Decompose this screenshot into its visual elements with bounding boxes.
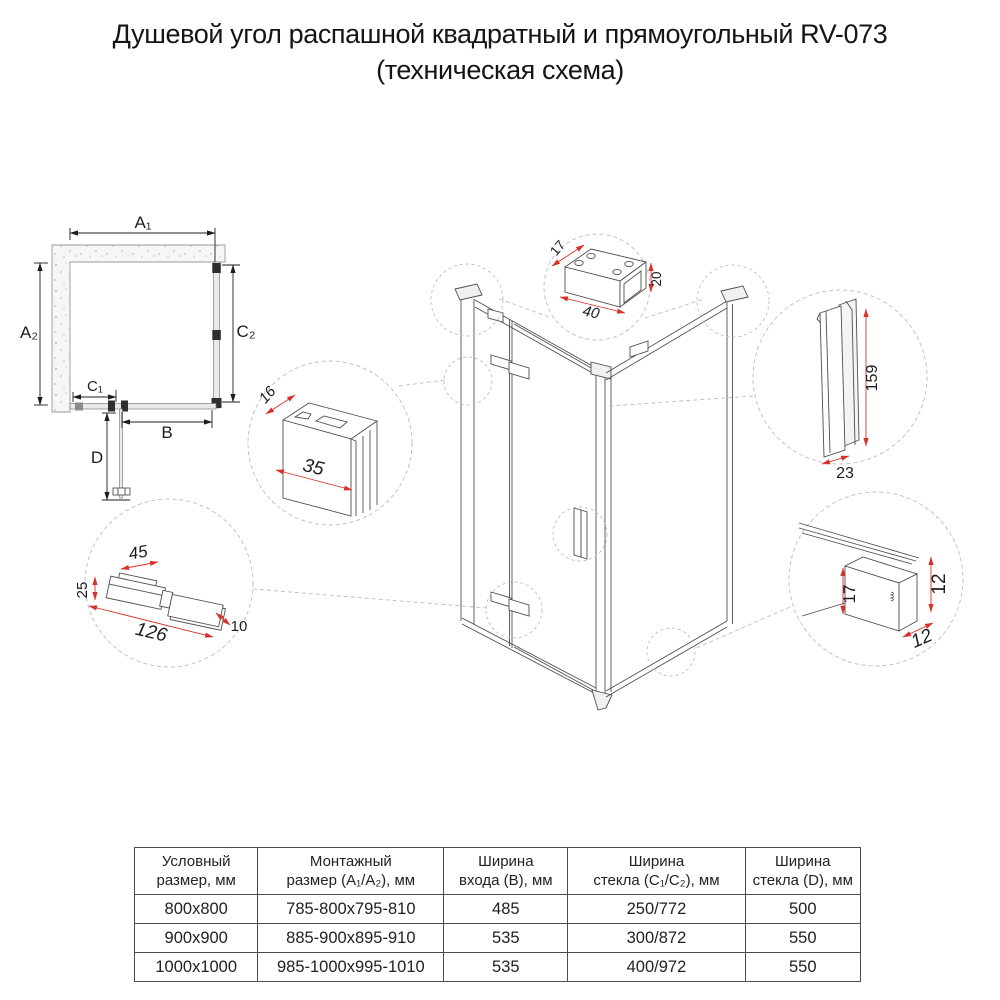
cell: 800x800	[135, 895, 258, 924]
cell: 900x900	[135, 924, 258, 953]
cell: 500	[745, 895, 860, 924]
detail-wall-profile	[248, 361, 412, 525]
plan-glass-bottom	[70, 404, 216, 410]
dim-c2: C₂	[236, 322, 256, 341]
table-row	[135, 924, 861, 953]
iso-hinge-bottom	[491, 592, 529, 616]
cell: 300/872	[568, 924, 745, 953]
hinge-thickness: 10	[230, 618, 248, 635]
col-header-nominal-size: Условный размер, мм	[135, 848, 258, 895]
bottom-profile-depth: 12	[907, 625, 936, 653]
hinge-height: 25	[74, 581, 91, 599]
detail-bottom-profile	[789, 492, 963, 666]
pivot-profile-depth: 23	[836, 465, 854, 482]
plan-wall	[52, 245, 225, 412]
dim-a1: A₁	[134, 213, 152, 232]
dim-b: B	[161, 423, 173, 442]
table-row	[135, 895, 861, 924]
bottom-profile-inner-height: 17	[840, 584, 859, 604]
cell: 535	[444, 953, 568, 982]
col-header-entry-width: Ширина входа (В), мм	[444, 848, 568, 895]
cell: 985-1000x995-1010	[258, 953, 444, 982]
size-table	[134, 847, 861, 982]
dim-a2: A₂	[20, 323, 38, 342]
bracket-depth: 17	[547, 237, 569, 259]
iso-callout-circles	[431, 264, 769, 676]
cell: 400/972	[568, 953, 745, 982]
cell: 785-800x795-810	[258, 895, 444, 924]
col-header-glass-width-d: Ширина стекла (D), мм	[745, 848, 860, 895]
plan-view	[20, 213, 255, 500]
hinge-plate-width: 45	[127, 541, 150, 564]
col-header-glass-width-c: Ширина стекла (С₁/С₂), мм	[568, 848, 745, 895]
plan-door-handle	[113, 488, 130, 495]
cell: 1000x1000	[135, 953, 258, 982]
detail-door-pivot-profile	[753, 290, 927, 482]
bracket-height: 20	[649, 271, 664, 287]
cell: 535	[444, 924, 568, 953]
bottom-profile-height: 12	[929, 573, 950, 595]
dim-c1: C₁	[87, 378, 103, 395]
wall-profile-depth: 16	[255, 383, 280, 407]
page-title-line2: (техническая схема)	[376, 55, 624, 85]
cell: 250/772	[568, 895, 745, 924]
cell: 550	[745, 924, 860, 953]
detail-glass-hinge	[74, 499, 253, 667]
cell: 550	[745, 953, 860, 982]
col-header-mounting-size: Монтажный размер (А₁/А₂), мм	[258, 848, 444, 895]
hinge-length: 126	[133, 618, 170, 647]
cell: 485	[444, 895, 568, 924]
iso-hinge-top	[491, 355, 529, 379]
wall-profile-width: 35	[300, 455, 326, 481]
size-table-header	[135, 848, 861, 895]
detail-wall-bracket	[544, 234, 664, 340]
pivot-profile-height: 159	[864, 364, 881, 392]
dim-d: D	[90, 448, 104, 467]
cell: 885-900x895-910	[258, 924, 444, 953]
page-title-line1: Душевой угол распашной квадратный и прямоугольный RV-073	[112, 19, 888, 49]
bracket-length: 40	[581, 302, 601, 323]
iso-door-handle	[574, 508, 587, 559]
isometric-view	[431, 264, 769, 710]
table-row	[135, 953, 861, 982]
